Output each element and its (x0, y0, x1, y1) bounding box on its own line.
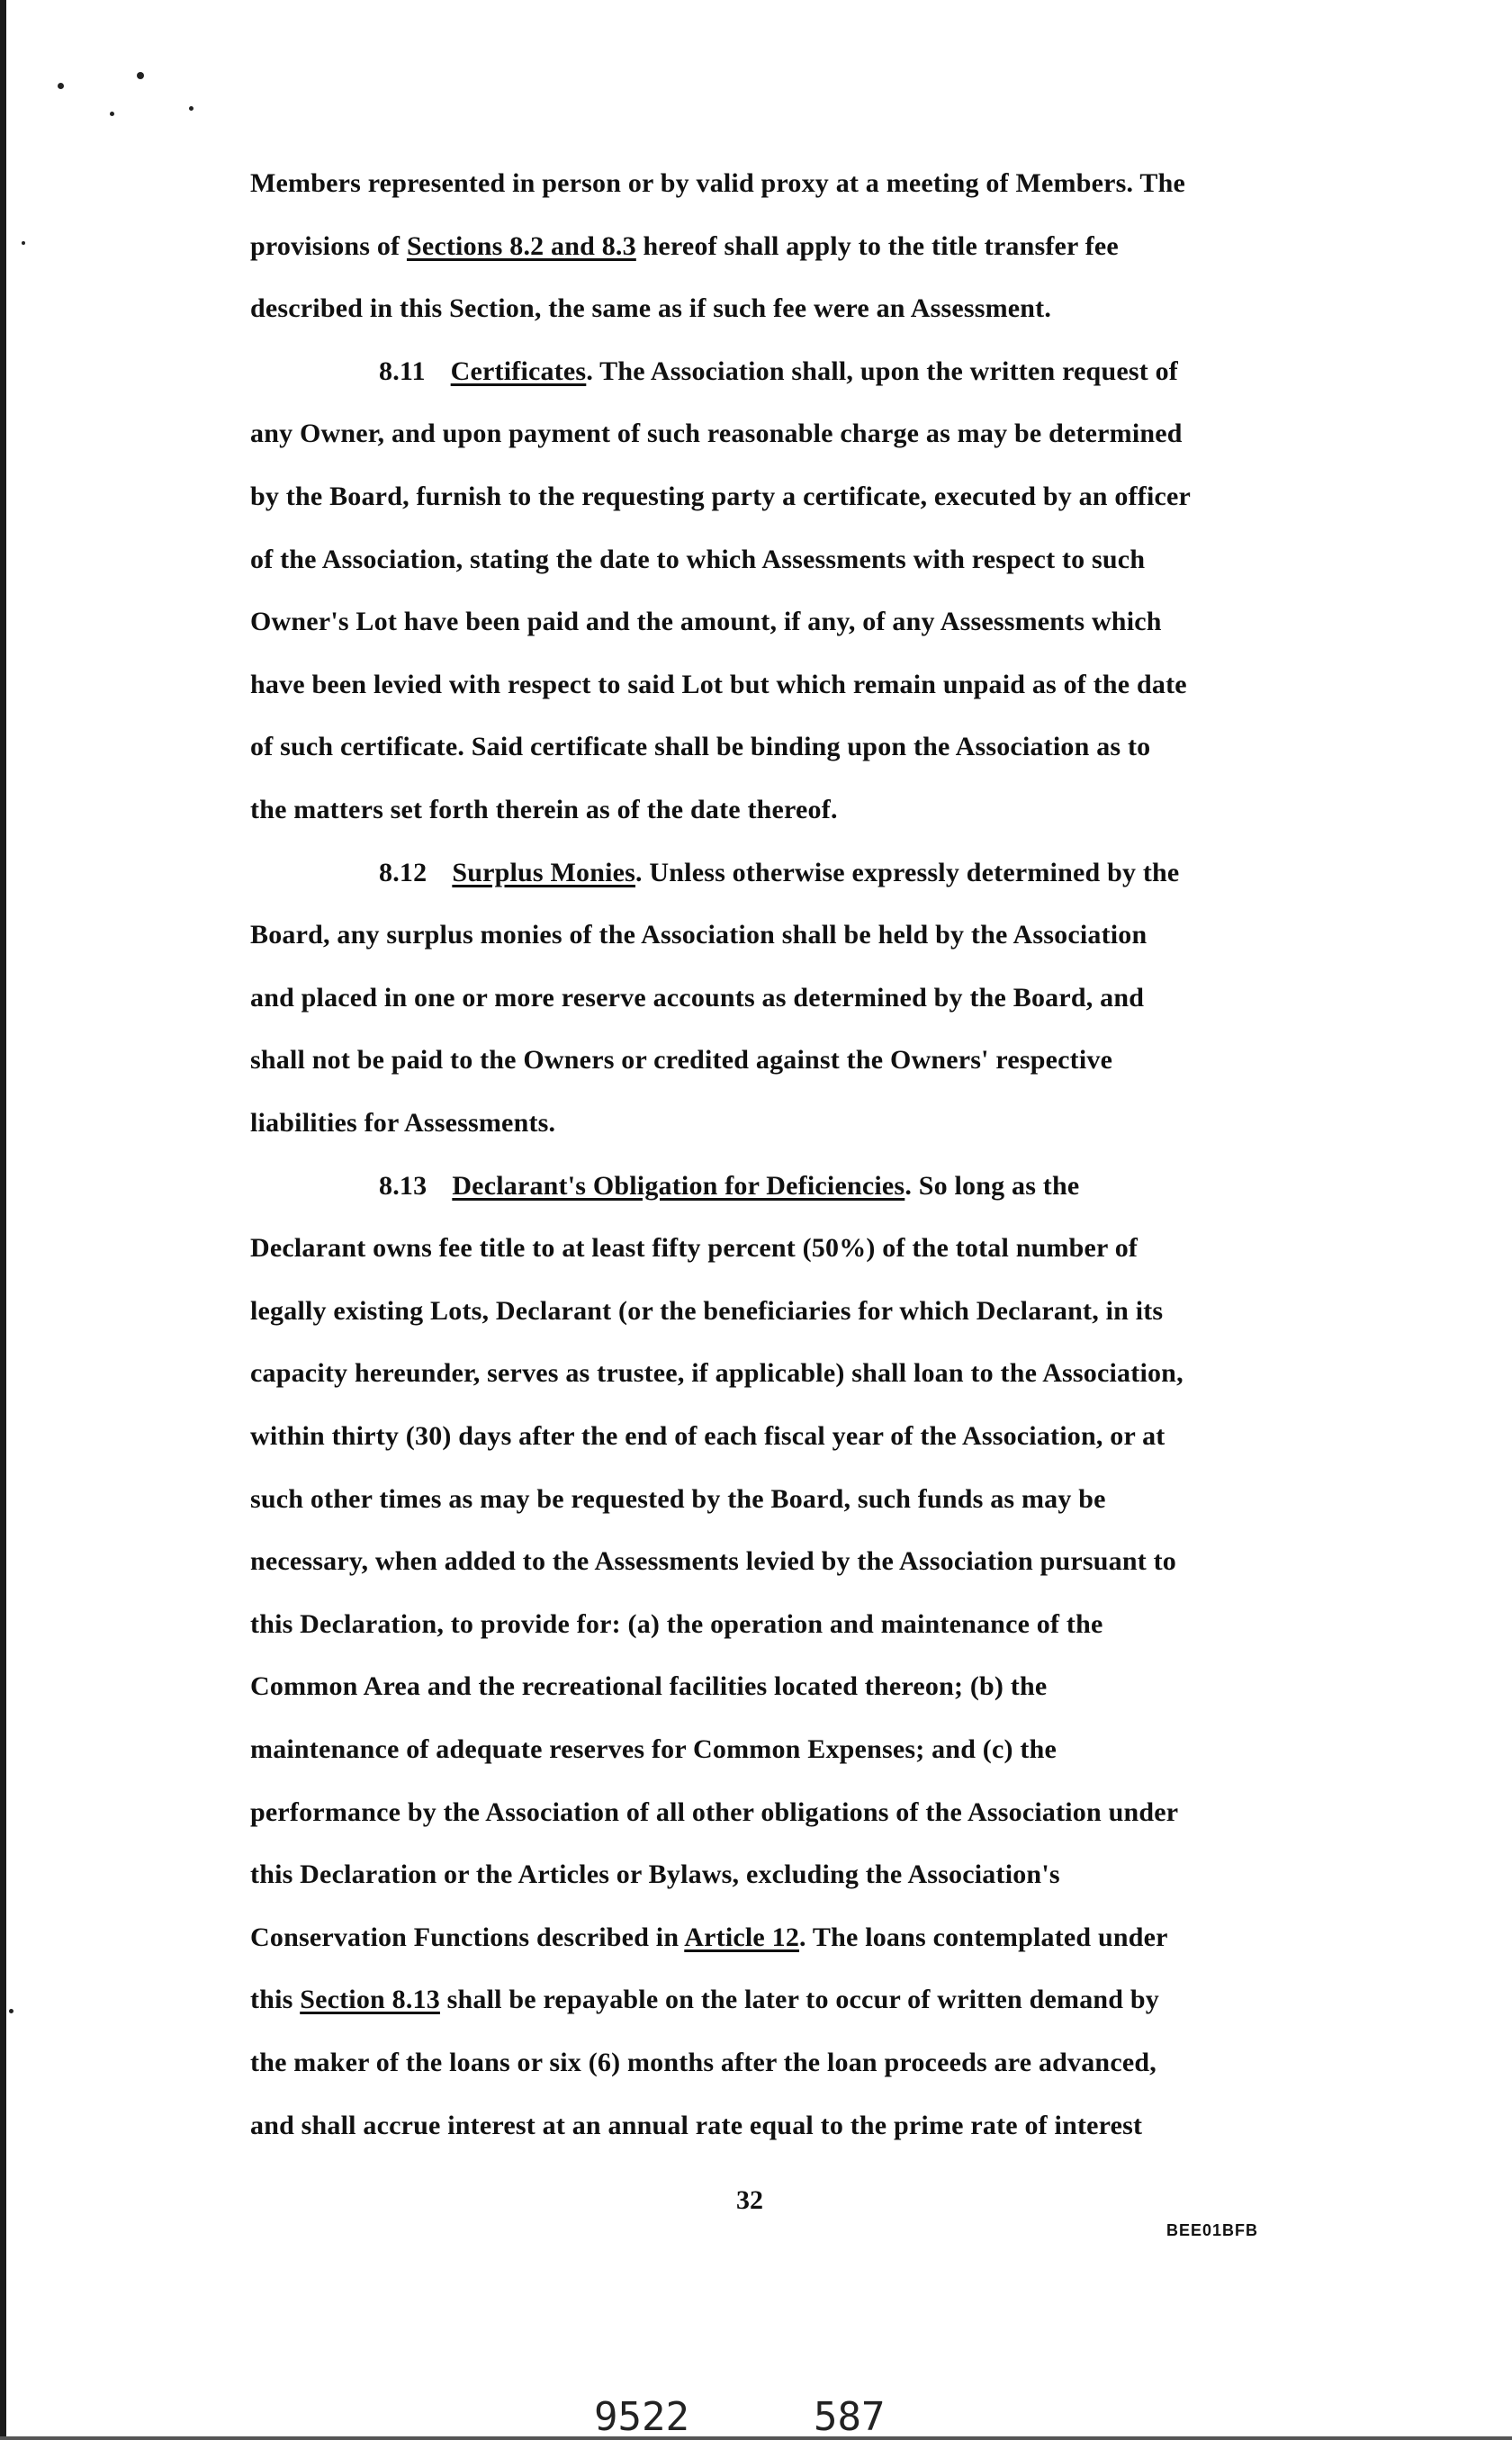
document-line: described in this Section, the same as if such fee were an Assessment. (250, 293, 1052, 323)
scan-bottom-edge (0, 2436, 1512, 2440)
document-line: the matters set forth therein as of the date thereof. (250, 795, 838, 824)
scan-speck (9, 2009, 14, 2013)
document-line: Owner's Lot have been paid and the amount, if any, of any Assessments which (250, 607, 1162, 636)
document-line: Common Area and the recreational facilities located thereon; (b) the (250, 1671, 1048, 1701)
page-number: 32 (736, 2185, 763, 2215)
underlined-reference: Certificates (450, 356, 587, 386)
document-line: within thirty (30) days after the end of each fiscal year of the Association, or at (250, 1421, 1166, 1451)
document-line: of such certificate. Said certificate shall be binding upon the Association as to (250, 732, 1151, 761)
document-line: Board, any surplus monies of the Association shall be held by the Association (250, 920, 1148, 950)
document-line: this Declaration or the Articles or Bylaws, excluding the Association's (250, 1859, 1060, 1889)
document-line: have been levied with respect to said Lot but which remain unpaid as of the date (250, 670, 1187, 699)
document-line: performance by the Association of all other obligations of the Association under (250, 1797, 1179, 1827)
stamp-right-number: 587 (814, 2394, 886, 2440)
scan-speck (58, 83, 64, 89)
document-line: and placed in one or more reserve accounts as determined by the Board, and (250, 983, 1145, 1013)
scan-speck (137, 72, 144, 79)
line-text: . The Association shall, upon the written request of (586, 356, 1178, 386)
line-text: shall be repayable on the later to occur of written demand by (439, 1985, 1159, 2014)
document-code: BEE01BFB (1166, 2221, 1259, 2239)
document-line: this Declaration, to provide for: (a) the operation and maintenance of the (250, 1609, 1103, 1639)
document-line: capacity hereunder, serves as trustee, if applicable) shall loan to the Association, (250, 1358, 1184, 1388)
line-text: . The loans contemplated under (799, 1922, 1168, 1952)
document-line: the maker of the loans or six (6) months after the loan proceeds are advanced, (250, 2048, 1156, 2077)
section-heading-line (379, 857, 1179, 889)
document-line: maintenance of adequate reserves for Common Expenses; and (c) the (250, 1734, 1057, 1764)
underlined-reference: Section 8.13 (300, 1985, 440, 2014)
document-line: any Owner, and upon payment of such reasonable charge as may be determined (250, 419, 1183, 448)
document-line: and shall accrue interest at an annual rate equal to the prime rate of interest (250, 2111, 1143, 2140)
document-line: Members represented in person or by valid proxy at a meeting of Members. The (250, 168, 1185, 198)
section-heading-line (379, 356, 1178, 388)
stamp-left-number: 9522 (594, 2394, 689, 2440)
section-number: 8.12 (379, 858, 428, 887)
line-text: Conservation Functions described in (250, 1922, 685, 1952)
document-line (250, 230, 1119, 263)
underlined-reference: Article 12 (684, 1922, 800, 1952)
scan-speck (110, 112, 114, 116)
section-number: 8.11 (379, 356, 426, 386)
line-text: provisions of (250, 231, 407, 261)
document-line: necessary, when added to the Assessments levied by the Association pursuant to (250, 1546, 1177, 1576)
document-line: legally existing Lots, Declarant (or the beneficiaries for which Declarant, in its (250, 1296, 1164, 1326)
line-text: this (250, 1985, 301, 2014)
line-text: . Unless otherwise expressly determined by the (635, 858, 1180, 887)
document-line: shall not be paid to the Owners or credited against the Owners' respective (250, 1045, 1113, 1075)
line-text: hereof shall apply to the title transfer fee (635, 231, 1119, 261)
underlined-reference: Declarant's Obligation for Deficiencies (452, 1171, 905, 1201)
document-line: Declarant owns fee title to at least fifty percent (50%) of the total number of (250, 1233, 1138, 1263)
underlined-reference: Surplus Monies (452, 858, 636, 887)
document-line: by the Board, furnish to the requesting party a certificate, executed by an officer (250, 482, 1192, 511)
scan-speck (189, 106, 194, 111)
document-line (250, 1922, 1168, 1954)
document-line: liabilities for Assessments. (250, 1108, 556, 1138)
document-line (250, 1984, 1159, 2016)
underlined-reference: Sections 8.2 and 8.3 (406, 231, 636, 261)
section-number: 8.13 (379, 1171, 428, 1201)
section-heading-line (379, 1170, 1079, 1202)
document-line: such other times as may be requested by the Board, such funds as may be (250, 1484, 1106, 1514)
line-text: . So long as the (904, 1171, 1080, 1201)
scan-left-edge (0, 0, 6, 2440)
scan-speck (22, 241, 25, 245)
document-line: of the Association, stating the date to which Assessments with respect to such (250, 545, 1146, 574)
